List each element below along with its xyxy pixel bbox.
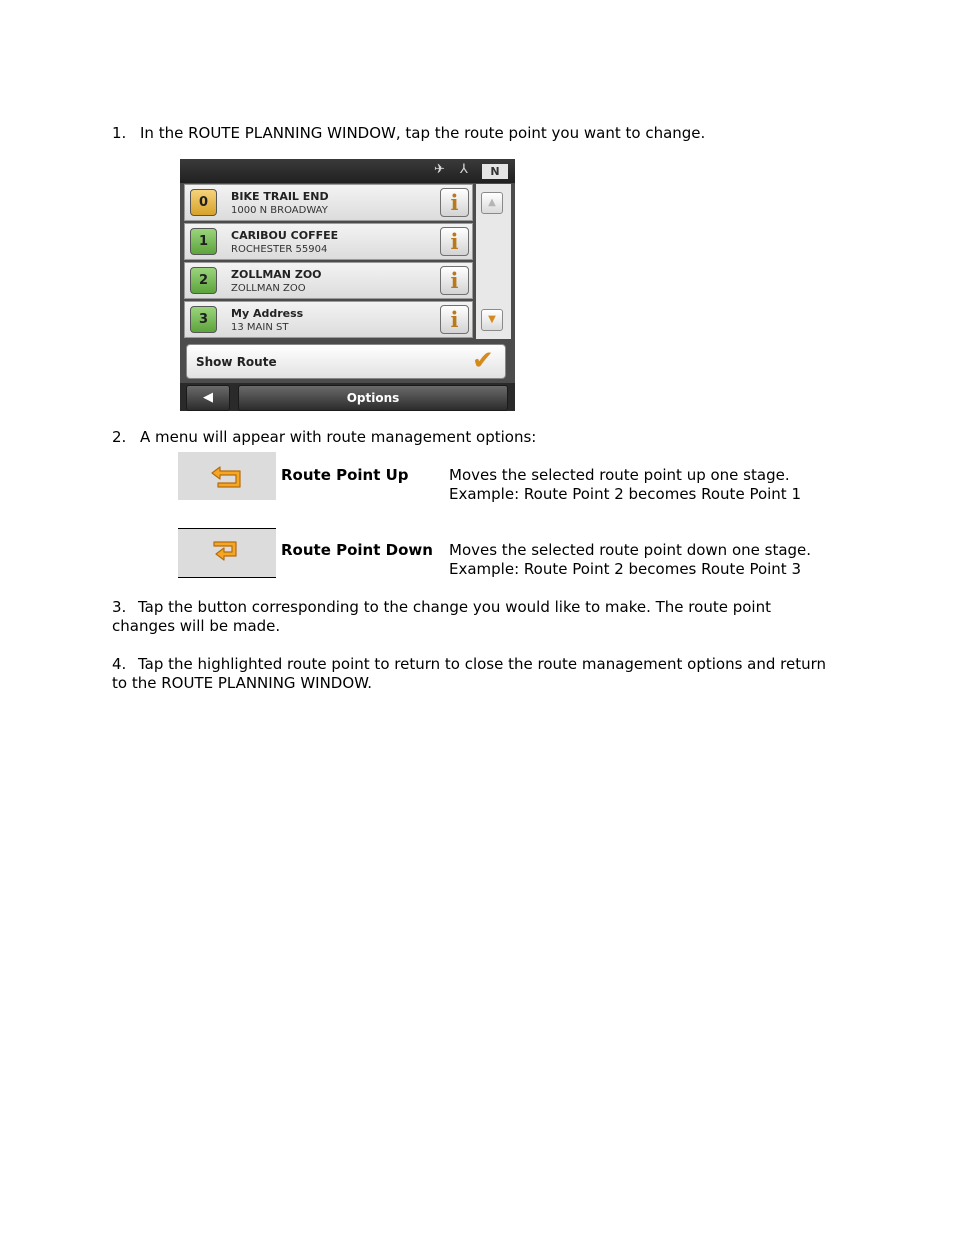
route-point-row[interactable] [184,262,473,299]
route-point-number-badge: 1 [190,228,217,255]
route-point-number-badge: 2 [190,267,217,294]
step-2 [112,428,832,447]
option-route-point-down [178,528,838,578]
step-text: A menu will appear with route management options: [140,428,537,446]
scroll-down-icon[interactable]: ▼ [481,309,503,331]
option-description: Moves the selected route point up one stage. [449,466,790,484]
show-route-button[interactable] [186,344,506,379]
step-number: 3. [112,598,127,616]
step-text: 4. Tap the highlighted route point to return to close the route management options and return to the ROUTE PLANNING WINDOW. [112,655,827,692]
step-text: In the ROUTE PLANNING WINDOW, tap the route point you want to change. [140,124,706,142]
route-point-name: ZOLLMAN ZOO [231,268,322,281]
step-number: 4. [112,655,127,673]
signal-icon: ✈ [434,162,445,177]
route-point-address: 13 MAIN ST [231,322,289,333]
route-point-name: My Address [231,307,304,320]
step-number: 1. [112,124,127,142]
info-icon[interactable]: i [440,227,469,256]
show-route-label: Show Route [196,355,277,369]
back-arrow-icon: ◀ [203,390,213,405]
route-down-icon[interactable] [178,528,276,578]
route-point-name: CARIBOU COFFEE [231,229,339,242]
option-route-point-up [178,452,838,502]
scroll-up-icon[interactable]: ▲ [481,192,503,214]
info-icon[interactable]: i [440,188,469,217]
option-name: Route Point Down [281,541,433,559]
route-point-number-badge: 0 [190,189,217,216]
route-point-row[interactable] [184,301,473,338]
route-up-icon[interactable] [178,452,276,500]
step-3 [112,598,832,636]
route-point-number-badge: 3 [190,306,217,333]
options-button[interactable]: Options [238,385,508,411]
route-point-address: 1000 N BROADWAY [231,205,328,216]
route-point-name: BIKE TRAIL END [231,190,329,203]
route-point-address: ROCHESTER 55904 [231,244,328,255]
info-icon[interactable]: i [440,266,469,295]
option-description: Moves the selected route point down one stage. [449,541,812,559]
option-example: Example: Route Point 2 becomes Route Point 1 [449,485,801,503]
route-point-address: ZOLLMAN ZOO [231,283,306,294]
route-point-list [184,184,473,340]
bottom-toolbar [180,383,515,411]
option-name: Route Point Up [281,466,409,484]
checkmark-icon: ✔ [472,346,494,376]
status-bar [180,159,515,183]
info-icon[interactable]: i [440,305,469,334]
step-text: 3. Tap the button corresponding to the change you would like to make. The route point changes will be made. [112,598,771,635]
back-button[interactable] [186,385,230,411]
satellite-icon: ⅄ [460,162,468,177]
option-example: Example: Route Point 2 becomes Route Point 3 [449,560,801,578]
step-4 [112,655,832,693]
route-point-row[interactable] [184,223,473,260]
route-point-row[interactable] [184,184,473,221]
scroll-column [476,184,511,339]
step-1 [112,124,832,143]
route-planning-window [180,159,515,411]
step-number: 2. [112,428,127,446]
compass-north-indicator: N [482,164,508,179]
